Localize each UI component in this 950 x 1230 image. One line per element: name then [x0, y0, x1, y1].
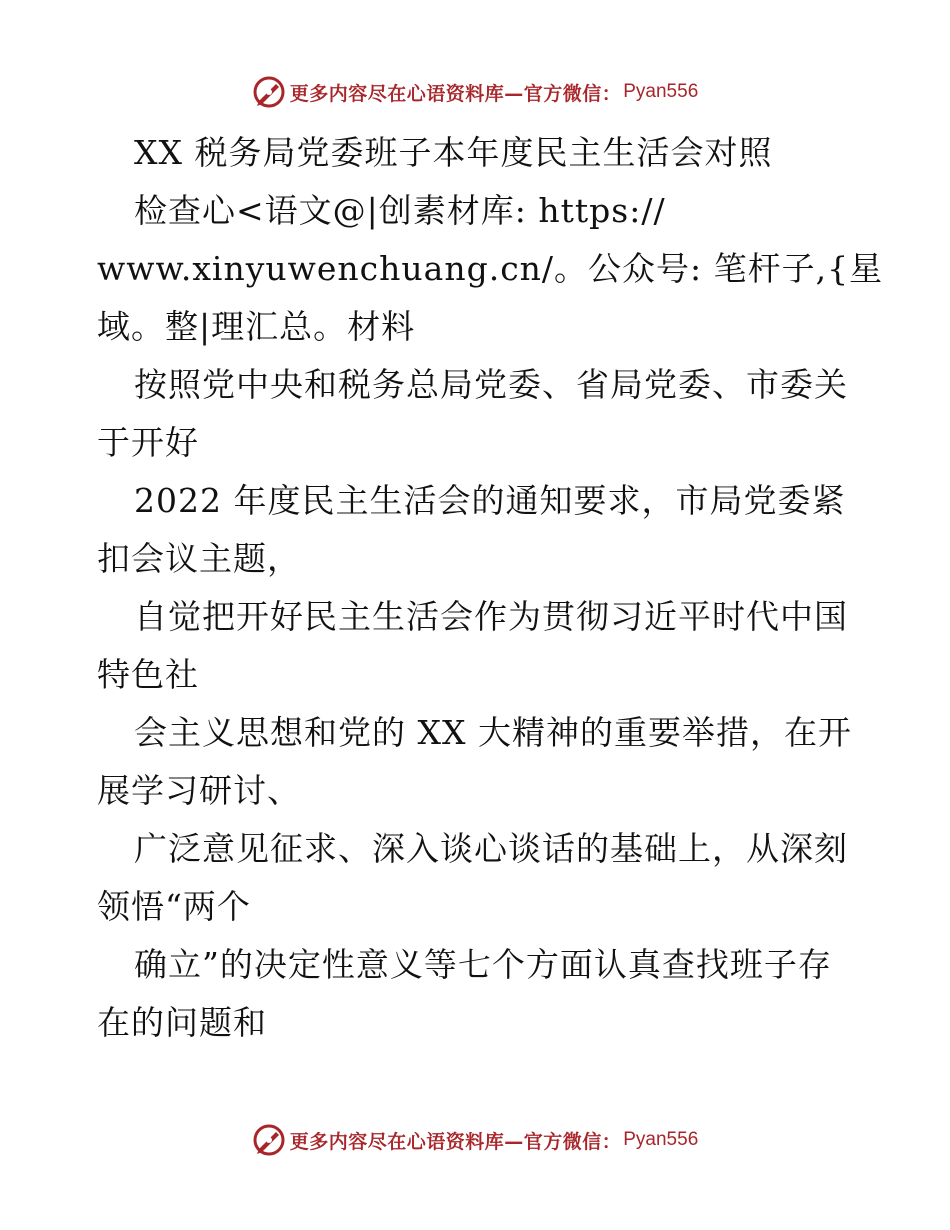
document-line: 2022 年度民主生活会的通知要求，市局党委紧 [134, 481, 846, 520]
footer-banner-text: 更多内容尽在心语资料库—官方微信： [289, 1130, 622, 1153]
document-line: 在的问题和 [97, 1003, 267, 1042]
document-line: 领悟“两个 [97, 887, 251, 926]
footer-banner [0, 1120, 950, 1160]
pen-logo-icon [252, 1123, 286, 1157]
document-line: 域。整|理汇总。材料 [97, 307, 416, 346]
document-line: 广泛意见征求、深入谈心谈话的基础上，从深刻 [134, 829, 848, 868]
header-banner-id: Pyan556 [623, 81, 699, 102]
document-line: 特色社 [97, 655, 199, 694]
document-line: www.xinyuwenchuang.cn/。公众号: 笔杆子,{星 [97, 249, 884, 288]
document-line: 扣会议主题， [97, 539, 301, 578]
header-banner-text: 更多内容尽在心语资料库—官方微信： [289, 82, 622, 105]
document-line: 自觉把开好民主生活会作为贯彻习近平时代中国 [134, 597, 848, 636]
document-line: 展学习研讨、 [97, 771, 301, 810]
pen-logo-icon [252, 75, 286, 109]
document-line: 检查心<语文@|创素材库: https:// [134, 191, 666, 230]
document-line: 会主义思想和党的 XX 大精神的重要举措，在开 [134, 713, 852, 752]
document-line: 按照党中央和税务总局党委、省局党委、市委关 [134, 365, 848, 404]
footer-banner-id: Pyan556 [623, 1129, 699, 1150]
document-body [97, 124, 884, 1052]
document-line: XX 税务局党委班子本年度民主生活会对照 [134, 133, 773, 172]
document-line: 确立”的决定性意义等七个方面认真查找班子存 [134, 945, 832, 984]
document-line: 于开好 [97, 423, 199, 462]
header-banner [0, 72, 950, 112]
